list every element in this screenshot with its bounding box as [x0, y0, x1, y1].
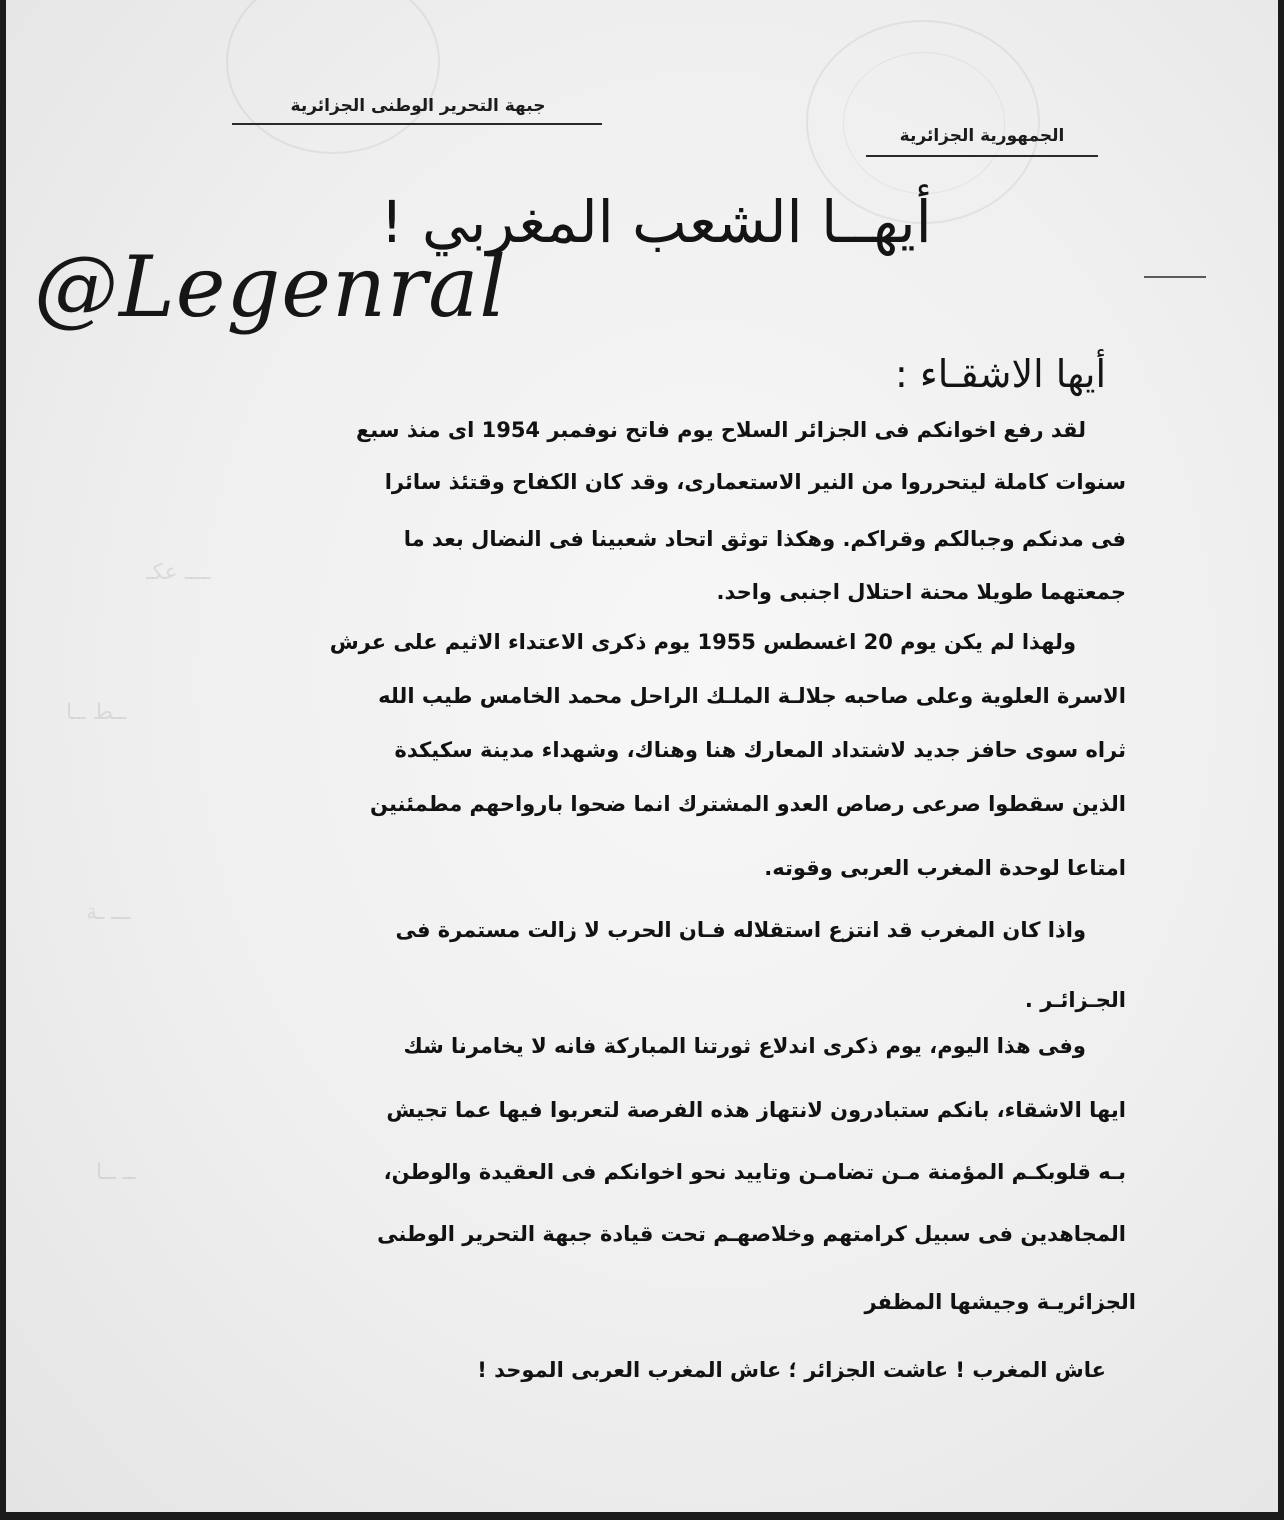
body-line: الجزائريـة وجيشها المظفر	[864, 1290, 1136, 1314]
bleed-through-text: ــط ــا	[66, 700, 127, 725]
margin-dash	[1144, 276, 1206, 278]
body-line: ولهذا لم يكن يوم 20 اغسطس 1955 يوم ذكرى الاعتداء الاثيم على عرش	[329, 630, 1076, 654]
page-title: أيهــا الشعب المغربي !	[380, 188, 932, 256]
body-line: الاسرة العلوية وعلى صاحبه جلالـة الملـك الراحل محمد الخامس طيب الله	[378, 684, 1126, 708]
body-line: لقد رفع اخوانكم فى الجزائر السلاح يوم فاتح نوفمبر 1954 اى منذ سبع	[355, 418, 1086, 442]
header-front-name: جبهة التحرير الوطنى الجزائرية	[290, 96, 546, 116]
closing-slogan: عاش المغرب ! عاشت الجزائر ؛ عاش المغرب العربى الموحد !	[477, 1358, 1106, 1382]
header-republic-name: الجمهورية الجزائرية	[899, 126, 1065, 146]
body-line: فى مدنكم وجبالكم وقراكم. وهكذا توثق اتحاد شعبينا فى النضال بعد ما	[403, 527, 1126, 551]
body-line: المجاهدين فى سبيل كرامتهم وخلاصهـم تحت قيادة جبهة التحرير الوطنى	[377, 1222, 1126, 1246]
header-underline	[232, 123, 602, 125]
watermark-handle: @Legenral	[34, 238, 508, 336]
body-line: ثراه سوى حافز جديد لاشتداد المعارك هنا وهناك، وشهداء مدينة سكيكدة	[394, 738, 1126, 762]
body-line: الجـزائـر .	[1024, 988, 1126, 1012]
body-line: بـه قلوبكـم المؤمنة مـن تضامـن وتاييد نحو اخوانكم فى العقيدة والوطن،	[383, 1160, 1126, 1184]
document-page	[6, 0, 1278, 1512]
bleed-through-text: ـــ ـة	[86, 900, 131, 925]
salutation: أيها الاشقـاء :	[894, 352, 1106, 396]
body-line: سنوات كاملة ليتحرروا من النير الاستعمارى، وقد كان الكفاح وقتئذ سائرا	[384, 470, 1126, 494]
bleed-through-text: ــــ عكـ	[146, 560, 211, 585]
body-line: جمعتهما طويلا محنة احتلال اجنبى واحد.	[716, 580, 1126, 604]
bleed-through-text: ــ ــا	[96, 1160, 136, 1185]
body-line: ايها الاشقاء، بانكم ستبادرون لانتهاز هذه الفرصة لتعربوا فيها عما تجيش	[386, 1098, 1126, 1122]
body-line: الذين سقطوا صرعى رصاص العدو المشترك انما ضحوا بارواحهم مطمئنين	[370, 792, 1126, 816]
body-line: واذا كان المغرب قد انتزع استقلاله فـان الحرب لا زالت مستمرة فى	[395, 918, 1086, 942]
header-underline	[866, 155, 1098, 157]
faded-stamp	[226, 0, 440, 154]
body-line: وفى هذا اليوم، يوم ذكرى اندلاع ثورتنا المباركة فانه لا يخامرنا شك	[403, 1034, 1086, 1058]
body-line: امتاعا لوحدة المغرب العربى وقوته.	[764, 856, 1126, 880]
